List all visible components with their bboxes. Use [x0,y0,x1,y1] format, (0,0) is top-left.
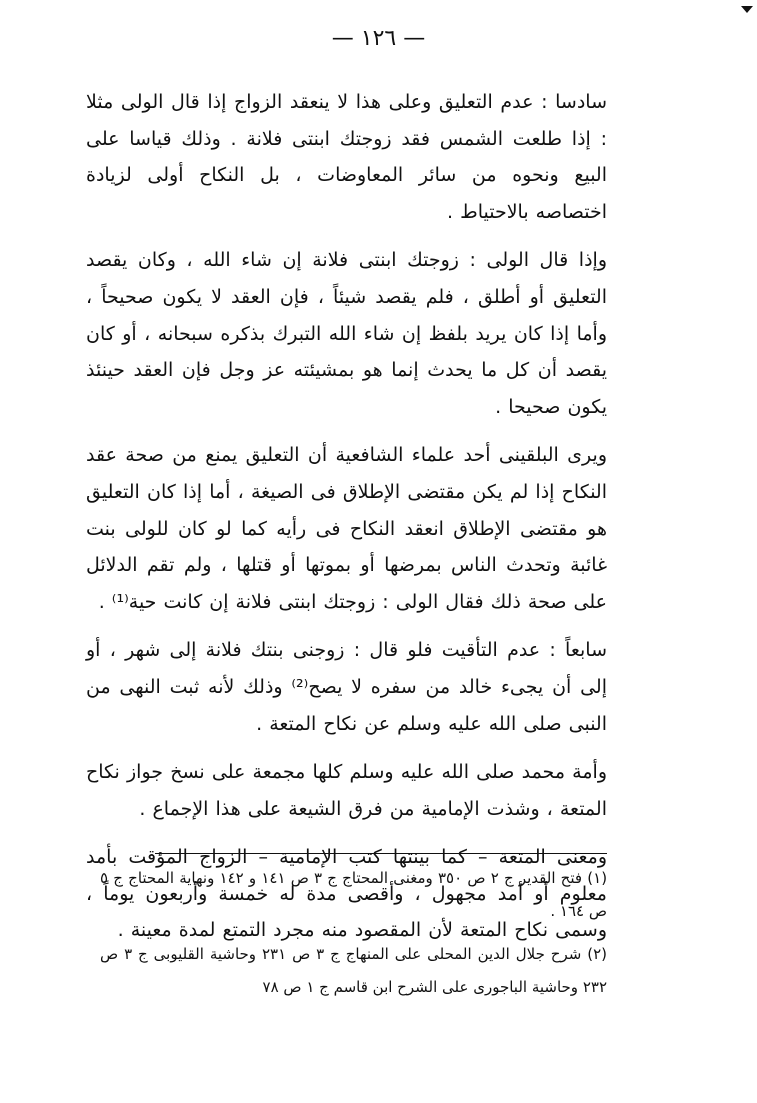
paragraph-condition-seven: سابعاً : عدم التأقيت فلو قال : زوجنى بنتك فلانة إلى شهر ، أو إلى أن يجىء خالد من سفره لا يصح⁽²⁾ وذلك لأنه ثبت النهى من النبى صلى الله عليه وسلم عن نكاح المتعة . [86,639,607,735]
paragraph-bulqini: ويرى البلقينى أحد علماء الشافعية أن التعليق يمنع من صحة عقد النكاح إذا لم يكن مقتضى الإطلاق فى الصيغة ، أما إذا كان التعليق هو مقتضى الإطلاق انعقد النكاح فى رأيه كما لو كان للولى بنت غائبة وتحدث الناس بمرضها أو بموتها أو قتلها ، ولم تقم الدلائل على صحة ذلك فقال الولى : زوجتك ابنتى فلانة إن كانت حية⁽¹⁾ . [86,444,607,613]
page-number: — ١٢٦ — [331,26,426,51]
paragraph-condition-six: سادسا : عدم التعليق وعلى هذا لا ينعقد الزواج إذا قال الولى مثلا : إذا طلعت الشمس فقد زوجتك ابنتى فلانة . وذلك قياسا على البيع ونحوه من سائر المعاوضات ، بل النكاح أولى لزيادة اختصاصه بالاحتياط . [86,91,607,223]
paragraph-mutah-meaning: ومعنى المتعة – كما بينتها كتب الإمامية – الزواج المؤقت بأمد معلوم أو أمد مجهول ، وأقصى مدة له خمسة وأربعون يوماً ، وسمى نكاح المتعة لأن المقصود منه مجرد التمتع لمدة معينة . [86,846,607,942]
footnote-2: (٢) شرح جلال الدين المحلى على المنهاج ج ٣ ص ٢٣١ وحاشية القليوبى ج ٣ ص ٢٣٢ وحاشية الباجورى على الشرح ابن قاسم ج ١ ص ٧٨ [100,945,607,996]
footnote-1: (١) فتح القدير ج ٢ ص ٣٥٠ ومغنى المحتاج ج ٣ ص ١٤١ و ١٤٢ ونهاية المحتاج ج ٥ ص ١٦٤ . [100,869,608,920]
corner-mark-icon [741,6,753,13]
footnotes [100,862,607,1014]
paragraph-consensus: وأمة محمد صلى الله عليه وسلم كلها مجمعة على نسخ جواز نكاح المتعة ، وشذت الإمامية من فرق الشيعة على هذا الإجماع . [86,761,607,820]
main-text [86,84,607,961]
footnotes-divider [155,853,607,854]
paragraph-inshallah: وإذا قال الولى : زوجتك ابنتى فلانة إن شاء الله ، وكان يقصد التعليق أو أطلق ، فلم يقصد شيئاً ، فإن العقد لا يكون صحيحاً ، وأما إذا كان يريد بلفظ إن شاء الله التبرك بذكره سبحانه ، أو كان يقصد أن كل ما يحدث إنما هو بمشيئته عز وجل فإن العقد حينئذ يكون صحيحا . [86,249,607,418]
